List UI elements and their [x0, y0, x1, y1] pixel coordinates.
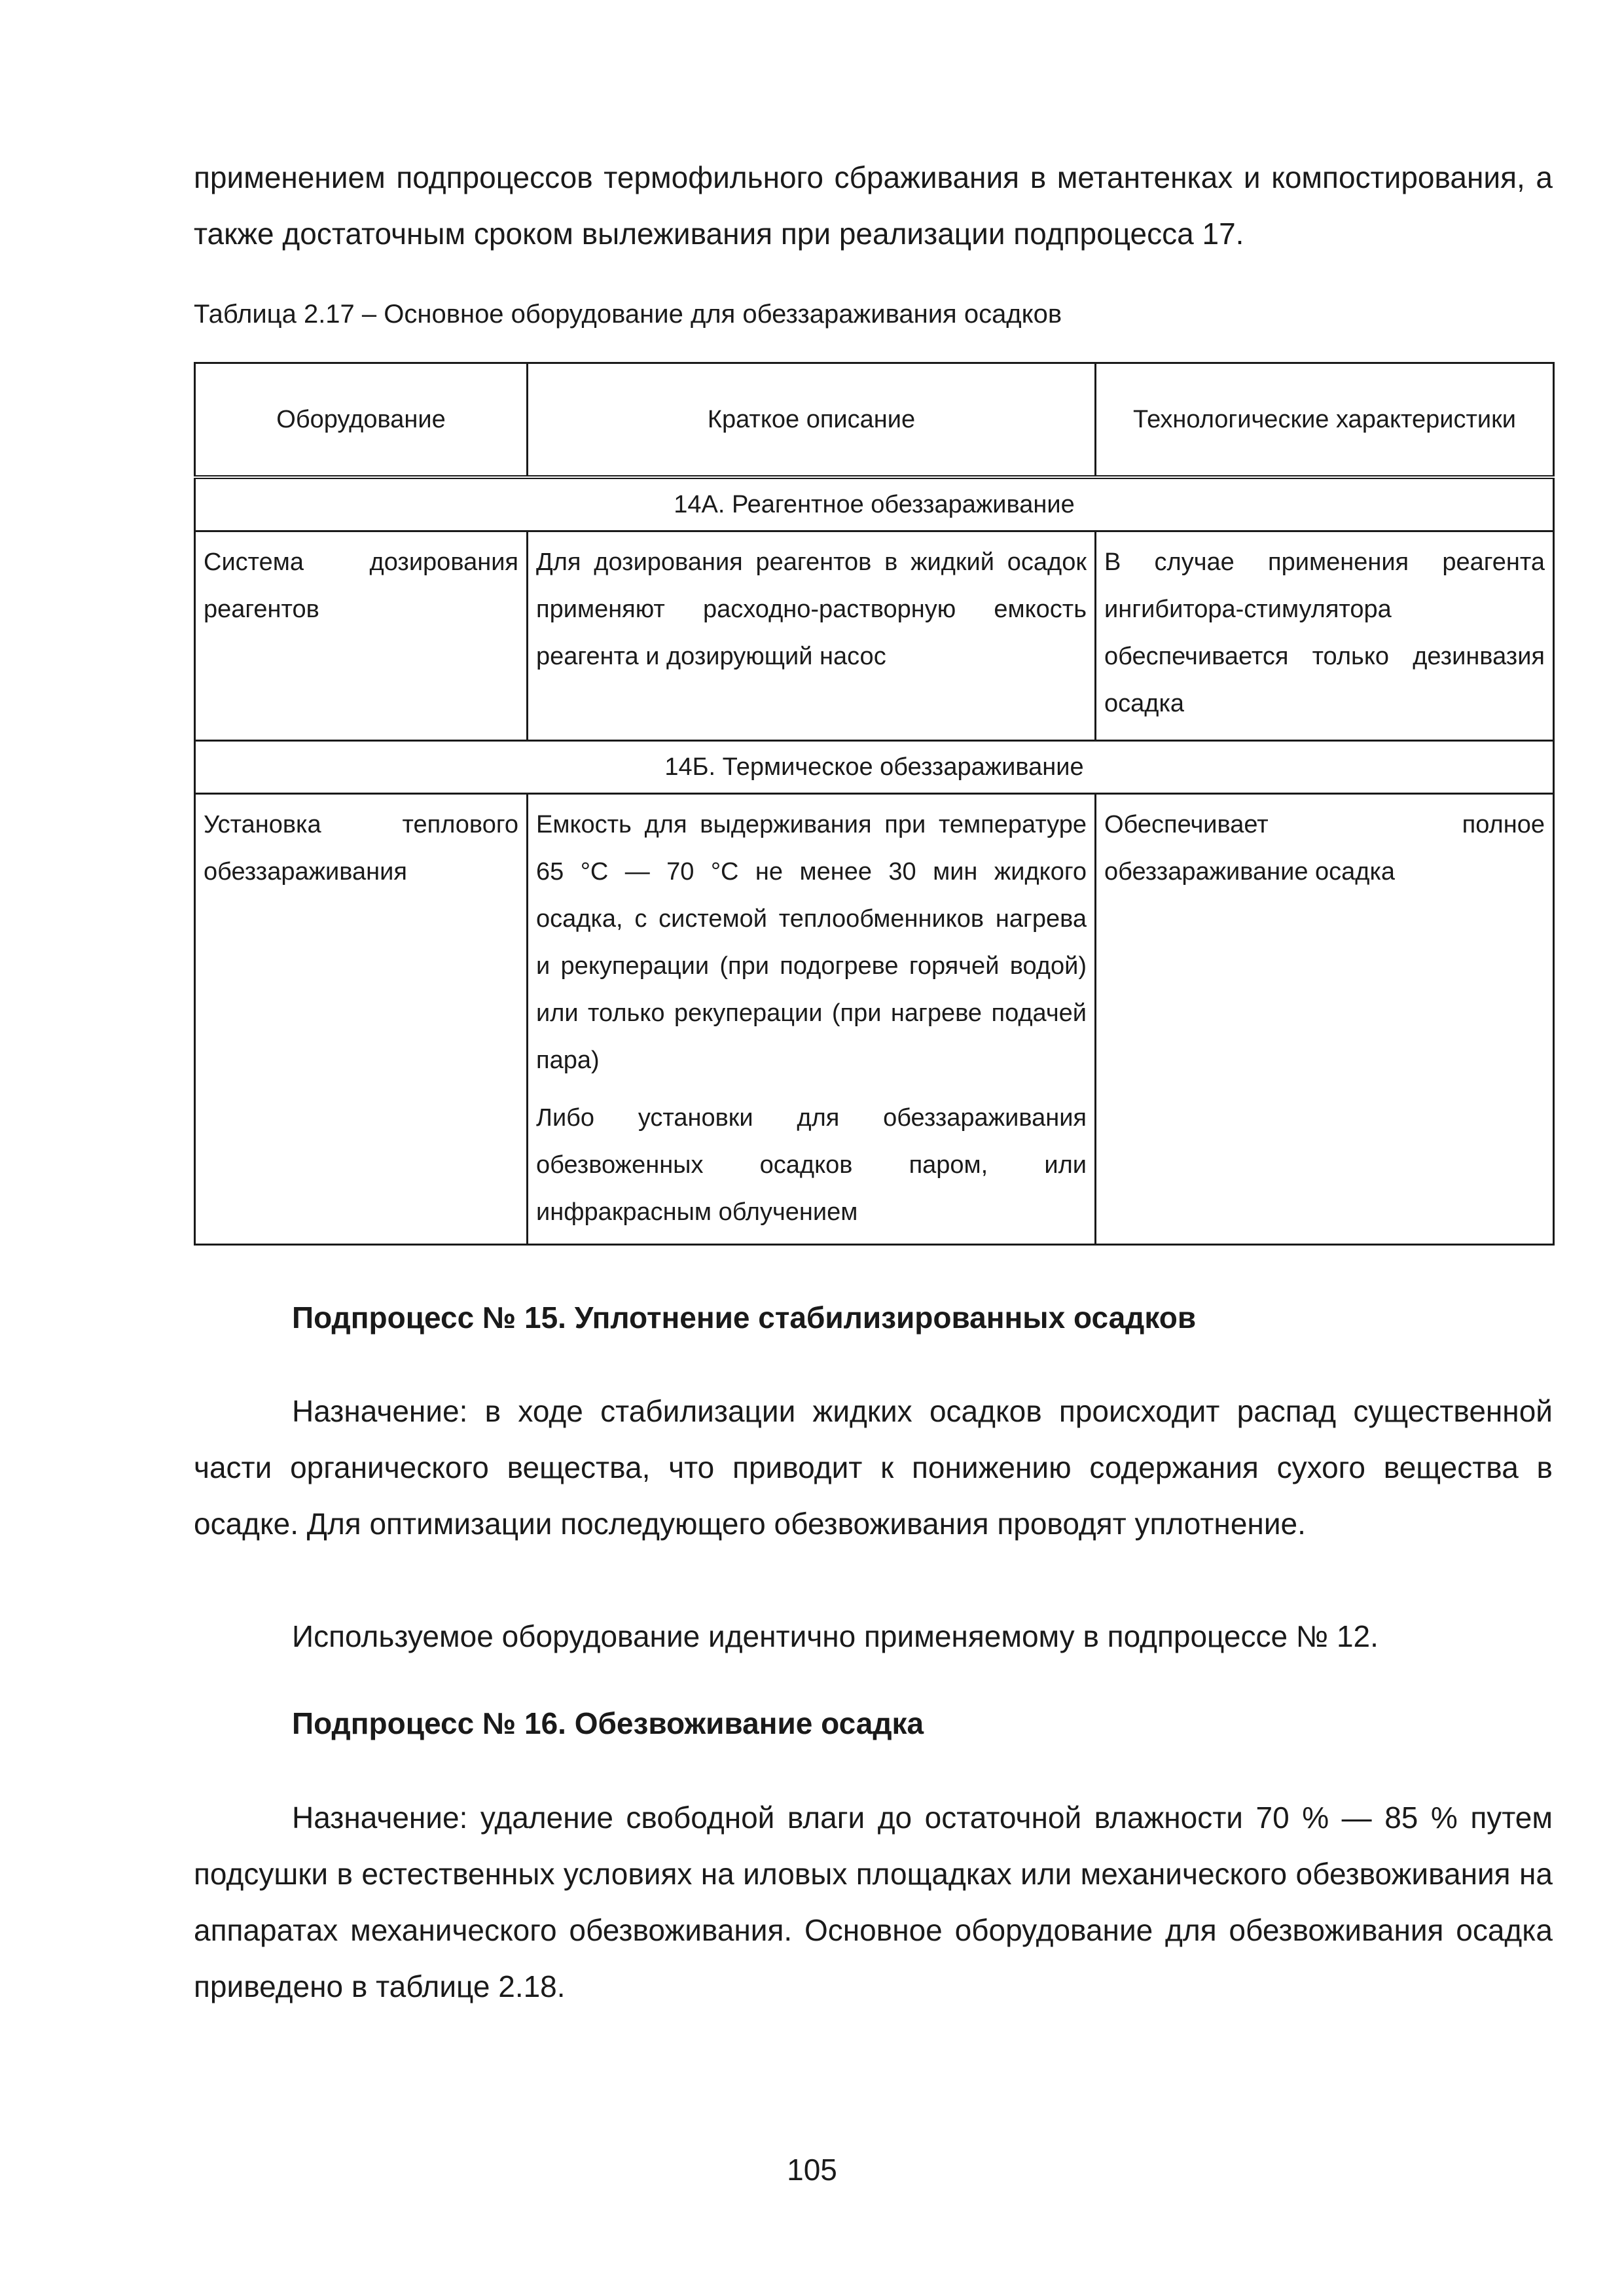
- cell-description: [528, 531, 1096, 741]
- table-container: [194, 362, 1555, 1246]
- cell-characteristics: [1096, 794, 1554, 1245]
- header-characteristics: Технологические характеристики: [1096, 363, 1554, 478]
- page-number: 105: [787, 2153, 837, 2187]
- subprocess15-paragraph1: Назначение: в ходе стабилизации жидких осадков происходит распад существенной части органического вещества, что приводит к понижению содержания сухого вещества в осадке. Для оптимизации последующего обезвоживания проводят уплотнение.: [194, 1394, 1553, 1541]
- table-row: [195, 794, 1554, 1245]
- cell-description: [528, 794, 1096, 1245]
- description-text: Емкость для выдерживания при температуре 65 °С — 70 °С не менее 30 мин жидкого осадка, с системой теплообменников нагрева и рекуперации (при подогреве горячей водой) или только рекуперации (при нагреве подачей пара): [536, 811, 1087, 1074]
- section-title-reagent: 14А. Реагентное обеззараживание: [195, 477, 1554, 531]
- equipment-text: Система дозирования реагентов: [204, 548, 518, 623]
- cell-equipment: [195, 794, 528, 1245]
- cell-equipment: [195, 531, 528, 741]
- table-row: [195, 531, 1554, 741]
- section-title-thermal: 14Б. Термическое обеззараживание: [195, 741, 1554, 794]
- equipment-table: [194, 362, 1555, 1246]
- cell-characteristics: [1096, 531, 1554, 741]
- table-caption: Таблица 2.17 – Основное оборудование для обеззараживания осадков: [194, 300, 1062, 329]
- characteristics-text: В случае применения реагента ингибитора-стимулятора обеспечивается только дезинвазия осадка: [1104, 548, 1545, 717]
- table-section-row: [195, 477, 1554, 531]
- description-text: Для дозирования реагентов в жидкий осадок применяют расходно-растворную емкость реагента и дозирующий насос: [536, 548, 1087, 670]
- table-section-row: [195, 741, 1554, 794]
- characteristics-text: Обеспечивает полное обеззараживание осадка: [1104, 811, 1545, 886]
- header-description: Краткое описание: [528, 363, 1096, 478]
- equipment-text: Установка теплового обеззараживания: [204, 811, 518, 886]
- subprocess15-heading: Подпроцесс № 15. Уплотнение стабилизированных осадков: [292, 1300, 1197, 1335]
- description-extra-text: Либо установки для обеззараживания обезвоженных осадков паром, или инфракрасным облучением: [536, 1104, 1087, 1226]
- subprocess15-paragraph2: Используемое оборудование идентично применяемому в подпроцессе № 12.: [292, 1619, 1379, 1653]
- intro-paragraph: применением подпроцессов термофильного сбраживания в метантенках и компостирования, а также достаточным сроком вылеживания при реализации подпроцесса 17.: [194, 160, 1553, 251]
- subprocess16-paragraph1: Назначение: удаление свободной влаги до остаточной влажности 70 % — 85 % путем подсушки в естественных условиях на иловых площадках или механического обезвоживания на аппаратах механического обезвоживания. Основное оборудование для обезвоживания осадка приведено в таблице 2.18.: [194, 1801, 1553, 2003]
- table-header-row: [195, 363, 1554, 478]
- subprocess16-heading: Подпроцесс № 16. Обезвоживание осадка: [292, 1706, 924, 1740]
- header-equipment: Оборудование: [195, 363, 528, 478]
